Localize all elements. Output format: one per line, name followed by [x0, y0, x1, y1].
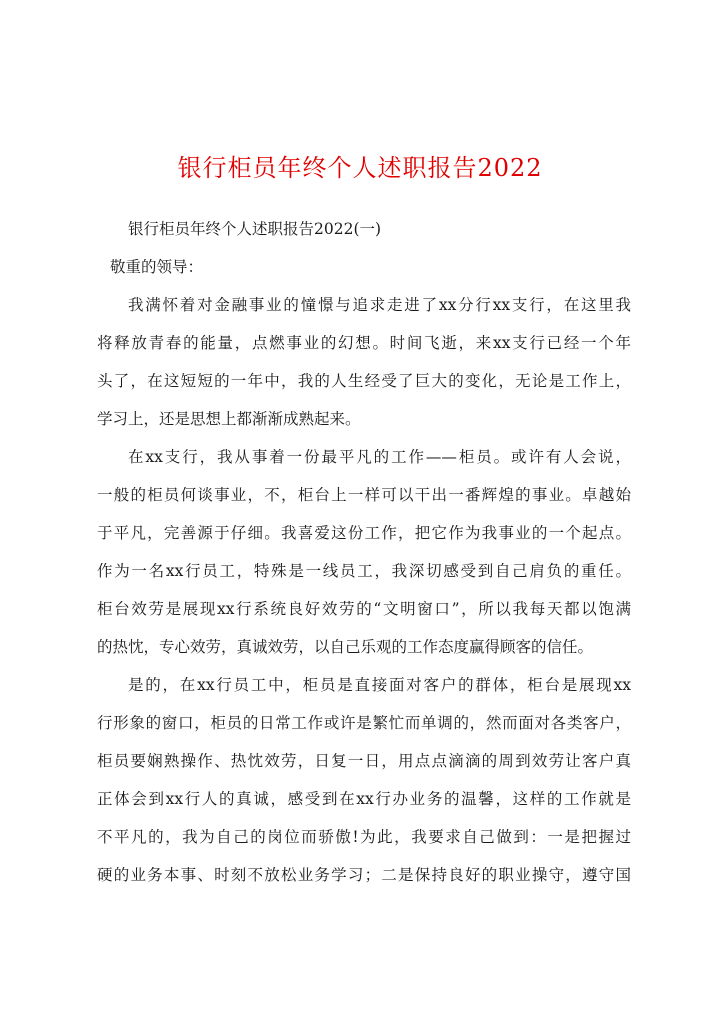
paragraph-line: 作为一名xx行员工，特殊是一线员工，我深切感受到自己肩负的重任。 — [97, 562, 631, 580]
paragraph-line: 一般的柜员何谈事业，不，柜台上一样可以干出一番辉煌的事业。卓越始 — [97, 486, 631, 504]
paragraph-line: 头了，在这短短的一年中，我的人生经受了巨大的变化，无论是工作上， — [97, 372, 631, 390]
document-subtitle: 银行柜员年终个人述职报告2022(一) — [128, 220, 382, 238]
paragraph-line: 不平凡的，我为自己的岗位而骄傲!为此，我要求自己做到：一是把握过 — [97, 828, 631, 846]
paragraph-line: 在xx支行，我从事着一份最平凡的工作——柜员。或许有人会说， — [128, 448, 631, 466]
paragraph-line: 是的，在xx行员工中，柜员是直接面对客户的群体，柜台是展现xx — [128, 676, 631, 694]
document-title: 银行柜员年终个人述职报告2022 — [177, 154, 543, 182]
paragraph-line: 柜台效劳是展现xx行系统良好效劳的“文明窗口”，所以我每天都以饱满 — [97, 600, 631, 618]
paragraph-line: 硬的业务本事、时刻不放松业务学习；二是保持良好的职业操守，遵守国 — [97, 866, 631, 884]
paragraph-2 — [97, 441, 631, 663]
paragraph-line: 将释放青春的能量，点燃事业的幻想。时间飞逝，来xx支行已经一个年 — [97, 334, 631, 352]
paragraph-line: 柜员要娴熟操作、热忱效劳，日复一日，用点点滴滴的周到效劳让客户真 — [97, 752, 631, 770]
paragraph-1 — [97, 289, 631, 435]
paragraph-line: 的热忱，专心效劳，真诚效劳，以自己乐观的工作态度赢得顾客的信任。 — [97, 638, 594, 656]
paragraph-line: 学习上，还是思想上都渐渐成熟起来。 — [97, 410, 361, 428]
paragraph-line: 正体会到xx行人的真诚，感受到在xx行办业务的温馨，这样的工作就是 — [97, 790, 631, 808]
document-body — [97, 213, 631, 891]
paragraph-line: 于平凡，完善源于仔细。我喜爱这份工作，把它作为我事业的一个起点。 — [97, 524, 631, 542]
paragraph-line: 行形象的窗口，柜员的日常工作或许是繁忙而单调的，然而面对各类客户， — [97, 714, 631, 732]
paragraph-line: 我满怀着对金融事业的憧憬与追求走进了xx分行xx支行，在这里我 — [128, 296, 631, 314]
salutation: 敬重的领导： — [110, 258, 204, 276]
paragraph-3 — [97, 669, 631, 891]
